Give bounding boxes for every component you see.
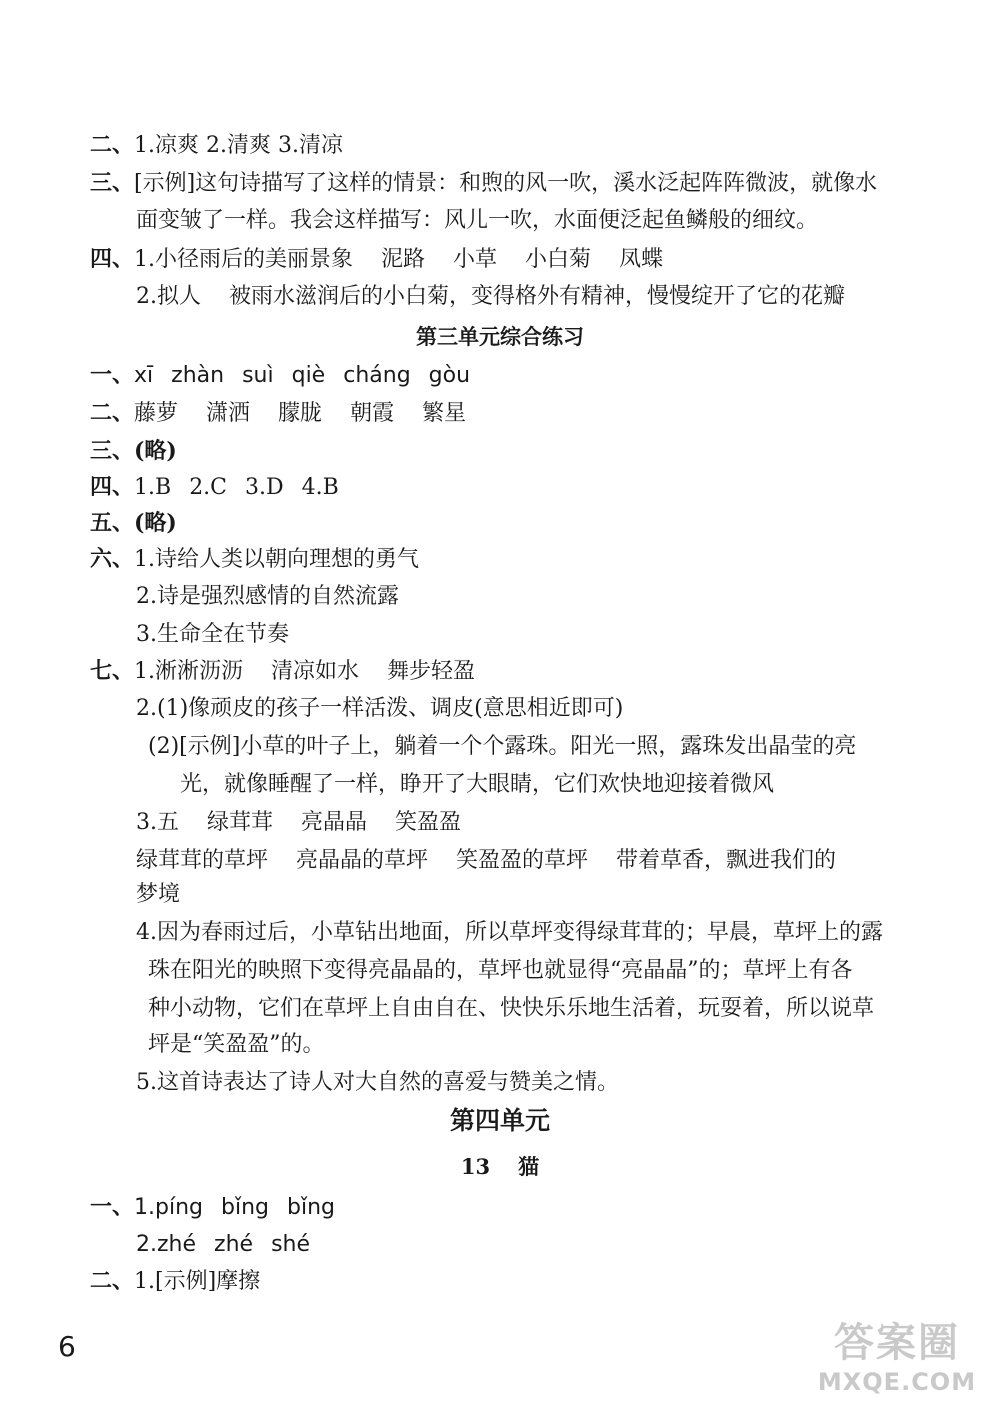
unit-3-q1 <box>90 360 470 391</box>
unit-3-q7-3-line2 <box>136 846 836 876</box>
unit-3-q7-2b-line2: 光，就像睡醒了一样，睁开了大眼睛，它们欢快地迎接着微风 <box>180 772 775 797</box>
unit-3-q7-4-line3: 种小动物，它们在草坪上自由自在、快快乐乐地生活着，玩耍着，所以说草 <box>148 996 875 1021</box>
pinyin-item: xī <box>134 363 154 388</box>
watermark-logo: 答案圈 <box>834 1320 960 1366</box>
section-prefix: 六、 <box>90 546 135 572</box>
list-item: 小白菊 <box>525 247 592 272</box>
unit-3-q2 <box>90 398 466 429</box>
unit-3-q7-4-line4: 坪是“笑盈盈”的。 <box>148 1032 325 1057</box>
unit-4-title: 第四单元 <box>449 1106 550 1135</box>
pinyin-item: 1.píng <box>134 1195 203 1220</box>
answer-text: 1.诗给人类以朝向理想的勇气 <box>134 547 420 572</box>
list-item: 带着草香，飘进我们的 <box>616 848 837 873</box>
unit-3-q7-2a: 2.(1)像顽皮的孩子一样活泼、调皮(意思相近即可) <box>136 696 624 721</box>
page-number: 6 <box>58 1330 76 1363</box>
section-4-text-1: 1.小径雨后的美丽景象 <box>134 247 354 272</box>
unit-3-q7-3 <box>136 808 461 838</box>
answer-section-3-line2: 面变皱了一样。我会这样描写：风儿一吹，水面便泛起鱼鳞般的细纹。 <box>136 208 819 233</box>
pinyin-item: cháng <box>343 363 411 388</box>
pinyin-item: suì <box>242 363 274 388</box>
list-item: 绿茸茸的草坪 <box>136 848 269 873</box>
unit-3-q6-3: 3.生命全在节奏 <box>136 622 289 647</box>
list-item: 笑盈盈的草坪 <box>456 848 589 873</box>
list-item: 藤萝 <box>134 401 179 426</box>
pinyin-item: qiè <box>291 363 326 388</box>
unit-3-q5: 五、(略) <box>90 510 177 536</box>
pinyin-item: zhé <box>214 1232 254 1257</box>
section-prefix: 三、 <box>90 170 135 196</box>
unit-3-title: 第三单元综合练习 <box>416 324 584 349</box>
lesson-13-q2-1 <box>90 1266 260 1297</box>
list-item: 朦胧 <box>278 401 323 426</box>
list-item: 舞步轻盈 <box>387 659 476 684</box>
list-item: 小草 <box>453 247 498 272</box>
unit-3-q7-3-line3: 梦境 <box>136 882 181 907</box>
section-prefix: 四、 <box>90 246 135 272</box>
unit-3-q7-4-line1: 4.因为春雨过后，小草钻出地面，所以草坪变得绿茸茸的；早晨，草坪上的露 <box>136 920 883 945</box>
list-item: 绿茸茸 <box>207 810 274 835</box>
list-item: 凤蝶 <box>619 247 664 272</box>
list-item: 1.淅淅沥沥 <box>134 659 244 684</box>
answer-section-3-line1 <box>90 168 877 199</box>
section-4-text-2a: 2.拟人 <box>136 284 201 309</box>
list-item: 2.C <box>189 475 228 500</box>
list-item: 4.B <box>301 475 339 500</box>
list-item: 朝霞 <box>350 401 395 426</box>
answer-section-4-line1 <box>90 244 663 275</box>
list-item: 3.D <box>245 475 284 500</box>
pinyin-item: gòu <box>428 363 471 388</box>
list-item: 3.五 <box>136 810 179 835</box>
pinyin-item: bǐng <box>287 1195 335 1220</box>
list-item: 清凉如水 <box>271 659 360 684</box>
list-item: 笑盈盈 <box>395 810 462 835</box>
section-prefix: 一、 <box>90 1194 135 1220</box>
unit-3-q6-1 <box>90 544 419 575</box>
lesson-13-q1-2 <box>136 1230 310 1260</box>
answer-section-4-line2 <box>136 282 845 312</box>
section-4-text-2b: 被雨水滋润后的小白菊，变得格外有精神，慢慢绽开了它的花瓣 <box>229 284 846 309</box>
list-item: 泥路 <box>381 247 426 272</box>
pinyin-item: 2.zhé <box>136 1232 197 1257</box>
unit-3-q7-4-line2: 珠在阳光的映照下变得亮晶晶的，草坪也就显得“亮晶晶”的；草坪上有各 <box>148 958 853 983</box>
unit-3-q6-2: 2.诗是强烈感情的自然流露 <box>136 584 399 609</box>
section-prefix: 四、 <box>90 474 135 500</box>
list-item: 潇洒 <box>206 401 251 426</box>
section-3-text-1: [示例]这句诗描写了这样的情景：和煦的风一吹，溪水泛起阵阵微波，就像水 <box>134 171 878 196</box>
lesson-13-q1-1 <box>90 1192 335 1223</box>
lesson-13-title <box>0 1152 1000 1182</box>
unit-3-q3: 三、(略) <box>90 438 177 464</box>
unit-3-q7-1 <box>90 656 475 687</box>
pinyin-item: bǐng <box>221 1195 269 1220</box>
unit-3-q7-5: 5.这首诗表达了诗人对大自然的喜爱与赞美之情。 <box>136 1070 619 1095</box>
list-item: 亮晶晶 <box>301 810 368 835</box>
watermark <box>802 1320 992 1400</box>
list-item: 1.B <box>134 475 172 500</box>
list-item: 亮晶晶的草坪 <box>296 848 429 873</box>
section-prefix: 二、 <box>90 1268 135 1294</box>
section-prefix: 二、 <box>90 132 135 158</box>
unit-3-q4 <box>90 472 339 503</box>
list-item: 繁星 <box>422 401 467 426</box>
pinyin-item: shé <box>271 1232 311 1257</box>
unit-3-q7-2b-line1: (2)[示例]小草的叶子上，躺着一个个露珠。阳光一照，露珠发出晶莹的亮 <box>148 734 857 759</box>
answer-section-2 <box>90 130 343 161</box>
lesson-title: 猫 <box>518 1154 540 1179</box>
lesson-number: 13 <box>460 1154 491 1179</box>
section-prefix: 一、 <box>90 362 135 388</box>
section-2-text: 1.凉爽 2.清爽 3.清凉 <box>134 133 343 158</box>
watermark-url: MXQE.COM <box>817 1368 977 1396</box>
pinyin-item: zhàn <box>171 363 225 388</box>
section-prefix: 二、 <box>90 400 135 426</box>
answer-text: 1.[示例]摩擦 <box>134 1269 261 1294</box>
section-prefix: 七、 <box>90 658 135 684</box>
